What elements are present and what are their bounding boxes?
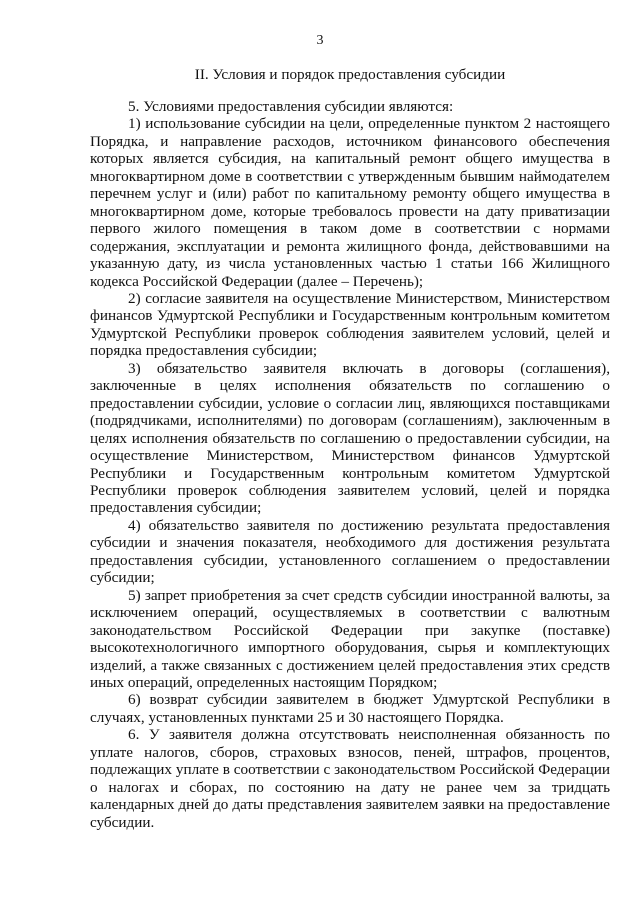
page-number: 3 bbox=[316, 33, 324, 48]
paragraph-subitem-4: 4) обязательство заявителя по достижению результата предоставления субсидии и значения показателя, необходимого для достижения результата предоставления субсидии, установленного соглашением о предоставлении субсидии; bbox=[90, 516, 610, 587]
section-title: II. Условия и порядок предоставления субсидии bbox=[194, 66, 506, 83]
paragraph-subitem-2: 2) согласие заявителя на осуществление Министерством, Министерством финансов Удмуртской Республики и Государственным контрольным комитетом Удмуртской Республики проверок соблюдения заявителем условий, целей и порядка предоставления субсидии; bbox=[90, 289, 610, 360]
paragraph-subitem-5: 5) запрет приобретения за счет средств субсидии иностранной валюты, за исключением операций, осуществляемых в соответствии с валютным законодательством Российской Федерации при закупке (поставке) высокотехнологичного импортного оборудования, сырья и комплектующих изделий, а также связанных с достижением целей предоставления этих средств иных операций, определенных настоящим Порядком; bbox=[90, 586, 610, 691]
paragraph-item-6: 6. У заявителя должна отсутствовать неисполненная обязанность по уплате налогов, сборов, страховых взносов, пеней, штрафов, процентов, подлежащих уплате в соответствии с законодательством Российской Федерации о налогах и сборах, по состоянию на дату не ранее чем за тридцать календарных дней до даты представления заявителем заявки на предоставление субсидии. bbox=[90, 726, 610, 831]
paragraph-subitem-6: 6) возврат субсидии заявителем в бюджет Удмуртской Республики в случаях, установленных пунктами 25 и 30 настоящего Порядка. bbox=[90, 691, 610, 726]
paragraph-item-5: 5. Условиями предоставления субсидии являются: bbox=[128, 98, 454, 115]
paragraph-subitem-1: 1) использование субсидии на цели, определенные пунктом 2 настоящего Порядка, и направление расходов, источником финансового обеспечения которых является субсидия, на капитальный ремонт общего имущества в многоквартирном доме в соответствии с утвержденным бывшим наймодателем перечнем услуг и (или) работ по капитальному ремонту общего имущества в многоквартирном доме, которые требовалось провести на дату приватизации первого жилого помещения в таком доме в соответствии с нормами содержания, эксплуатации и ремонта жилищного фонда, действовавшими на указанную дату, из числа установленных частью 1 статьи 166 Жилищного кодекса Российской Федерации (далее – Перечень); bbox=[90, 115, 610, 290]
body-text bbox=[90, 98, 610, 831]
paragraph-subitem-3: 3) обязательство заявителя включать в договоры (соглашения), заключенные в целях исполнения обязательств по соглашению о предоставлении субсидии, условие о согласии лиц, являющихся поставщиками (подрядчиками, исполнителями) по договорам (соглашениям), заключенным в целях исполнения обязательств по соглашению о предоставлении субсидии, на осуществление Министерством, Министерством финансов Удмуртской Республики и Государственным контрольным комитетом Удмуртской Республики проверок соблюдения заявителем условий, целей и порядка предоставления субсидии; bbox=[90, 359, 610, 517]
